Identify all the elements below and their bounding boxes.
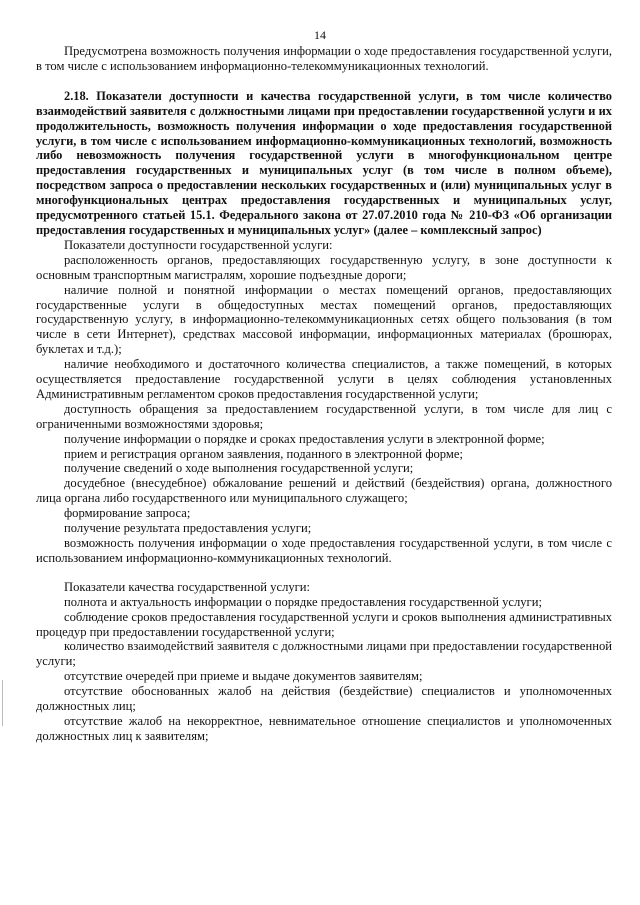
paragraph-disabled-access: доступность обращения за предоставлением государственной услуги, в том числе для лиц с ограниченными возможностями здоровья; (36, 401, 612, 431)
paragraph-request-forming: формирование запроса; (64, 506, 191, 521)
paragraph-no-incorrect-attitude: отсутствие жалоб на некорректное, невнимательное отношение специалистов и уполномоченных должностных лиц к заявителям; (36, 713, 612, 743)
paragraph-appeal: досудебное (внесудебное) обжалование решений и действий (бездействия) органа, должностного лица органа либо государственного или муниципального служащего; (36, 476, 612, 506)
paragraph-location: расположенность органов, предоставляющих государственную услугу, в зоне доступности к основным транспортным магистралям, хорошие подъездные дороги; (36, 252, 612, 282)
document-body (36, 44, 612, 744)
paragraph-quality-heading: Показатели качества государственной услуги: (64, 579, 311, 594)
page-number: 14 (314, 28, 326, 42)
paragraph-deadlines: соблюдение сроков предоставления государственной услуги и сроков выполнения административных процедур при предоставлении государственной услуги; (36, 609, 612, 639)
paragraph-info-presence: наличие полной и понятной информации о местах помещений органов, предоставляющих государственные услуги в общедоступных местах помещений органов, предоставляющих государственную услугу, в информационно-телекоммуникационных сетях общего пользования (в том числе в сети Интернет), средствах массовой информации, информационных материалах (брошюрах, буклетах и т.д.); (36, 282, 612, 357)
paragraph-electronic-registration: прием и регистрация органом заявления, поданного в электронной форме; (64, 446, 463, 461)
paragraph-no-justified-complaints: отсутствие обоснованных жалоб на действия (бездействие) специалистов и уполномоченных должностных лиц; (36, 684, 612, 714)
paragraph-specialists: наличие необходимого и достаточного количества специалистов, а также помещений, в которых осуществляется предоставление государственной услуги в целях соблюдения установленных Административным регламентом сроков предоставления государственной услуги; (36, 357, 612, 401)
paragraph-accessibility-heading: Показатели доступности государственной услуги: (64, 237, 333, 252)
margin-scan-mark (2, 680, 3, 726)
paragraph-info-availability: Предусмотрена возможность получения информации о ходе предоставления государственной услуги, в том числе с использованием информационно-телекоммуникационных технологий. (36, 44, 612, 73)
paragraph-result: получение результата предоставления услуги; (64, 521, 312, 536)
paragraph-electronic-info: получение информации о порядке и сроках предоставления услуги в электронной форме; (64, 431, 545, 446)
paragraph-interactions: количество взаимодействий заявителя с должностными лицами при предоставлении государственной услуги; (36, 639, 612, 669)
paragraph-completeness: полнота и актуальность информации о порядке предоставления государственной услуги; (64, 594, 542, 609)
paragraph-progress-info: получение сведений о ходе выполнения государственной услуги; (64, 461, 414, 476)
section-heading-2-18: 2.18. Показатели доступности и качества государственной услуги, в том числе количество взаимодействий заявителя с должностными лицами при предоставлении государственной услуги и их продолжительность, возможность получения информации о ходе предоставления государственной услуги, в том числе с использованием информационно-коммуникационных технологий, возможность либо невозможность получения государственной услуги в многофункциональном центре предоставления государственных и муниципальных услуг (в том числе в полном объеме), посредством запроса о предоставлении нескольких государственных и (или) муниципальных услуг в многофункциональных центрах предоставления государственных и муниципальных услуг, предусмотренного статьей 15.1. Федерального закона от 27.07.2010 года № 210-ФЗ «Об организации предоставления государственных и муниципальных услуг» (далее – комплексный запрос) (36, 88, 612, 237)
paragraph-progress-ict: возможность получения информации о ходе предоставления государственной услуги, в том числе с использованием информационно-коммуникационных технологий. (36, 536, 612, 565)
paragraph-no-queues: отсутствие очередей при приеме и выдаче документов заявителям; (64, 669, 423, 684)
